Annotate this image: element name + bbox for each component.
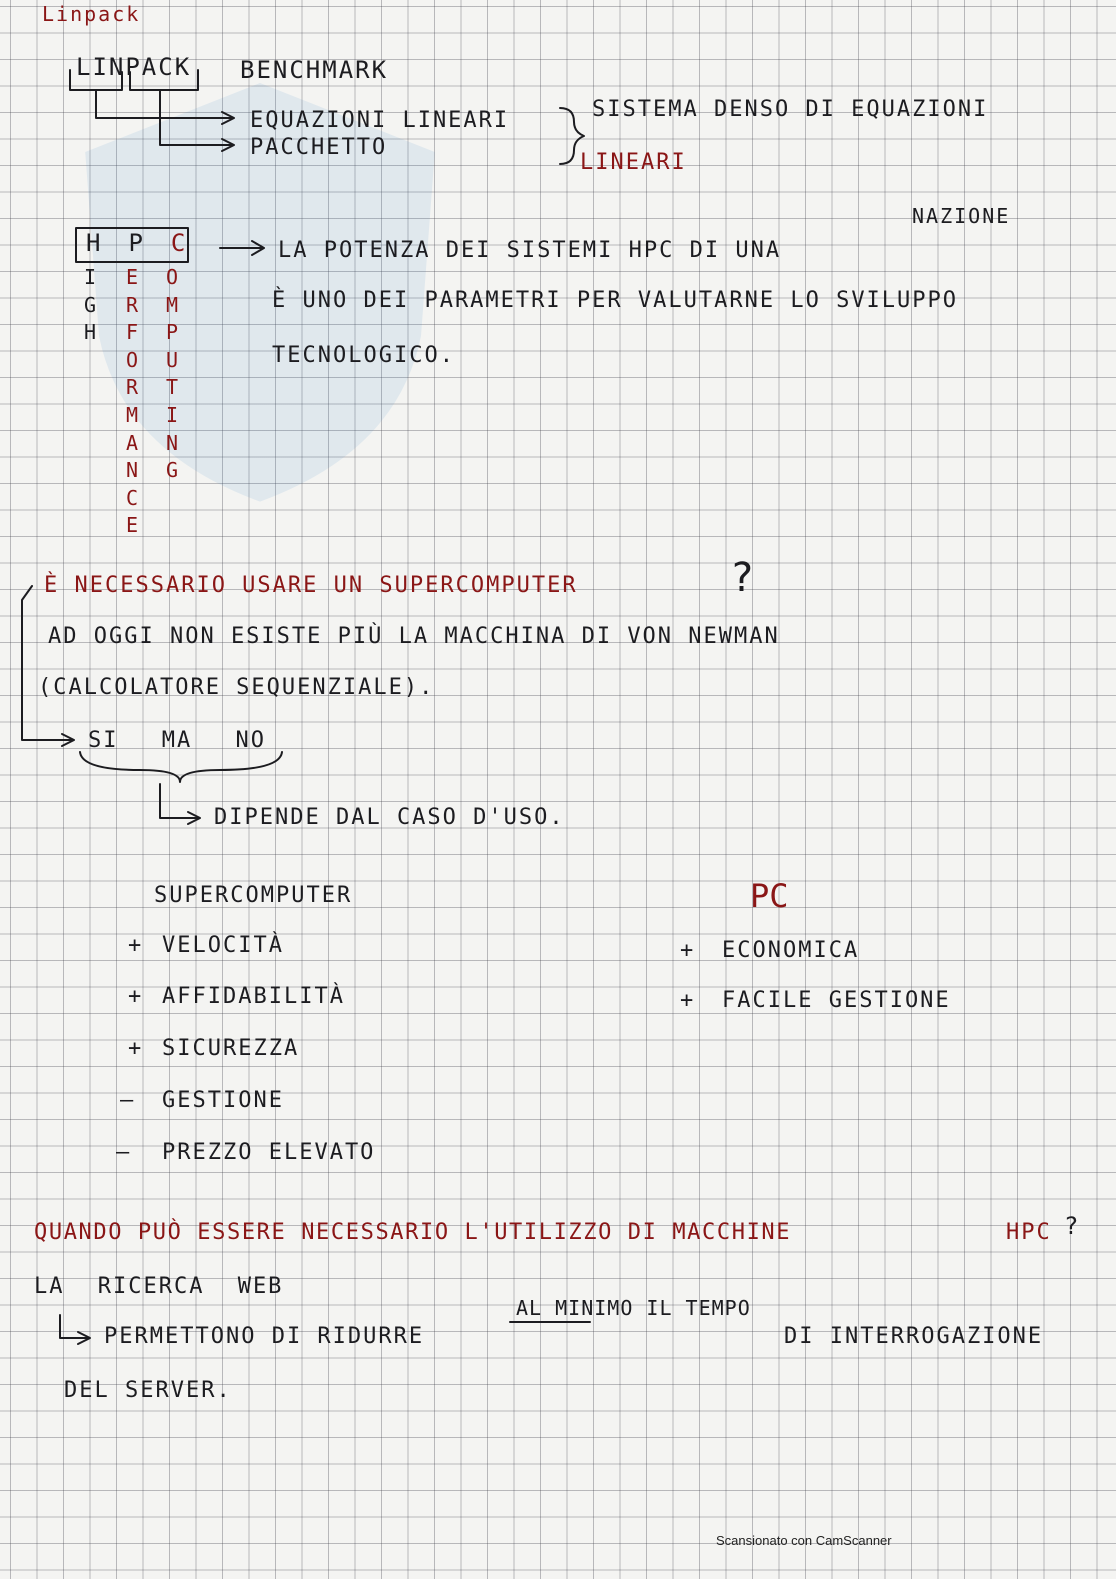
hpc-usage-line-1: LA RICERCA WEB [34, 1274, 284, 1299]
supercomputer-column-title: SUPERCOMPUTER [154, 883, 353, 908]
hpc-word-computing: O M P U T I N G [166, 265, 179, 483]
hpc-usage-insert: AL MINIMO IL TEMPO [516, 1296, 751, 1320]
supercomputer-line-2: (CALCOLATORE SEQUENZIALE). [38, 675, 435, 700]
linpack-note-line-1: SISTEMA DENSO DI EQUAZIONI [592, 97, 989, 122]
supercomputer-question: È NECESSARIO USARE UN SUPERCOMPUTER [44, 573, 578, 598]
hpc-acronym [86, 231, 185, 255]
linpack-branch-pacchetto: PACCHETTO [250, 135, 388, 160]
linpack-note-line-2: LINEARI [580, 150, 687, 175]
supercomputer-answer: SI MA NO [88, 728, 266, 753]
supercomputer-question-mark: ? [730, 555, 757, 601]
hpc-word-performance: E R F O R M A N C E [126, 265, 139, 538]
linpack-subtitle: BENCHMARK [240, 56, 389, 84]
hpc-line-3: TECNOLOGICO. [272, 343, 455, 368]
hpc-usage-line-2-start: PERMETTONO DI RIDURRE [104, 1324, 425, 1349]
hpc-letter-h: H [86, 229, 101, 257]
page-header-label: Linpack [42, 2, 141, 26]
hpc-usage-question-hpc: HPC [1006, 1220, 1052, 1245]
supercomputer-line-1: AD OGGI NON ESISTE PIÙ LA MACCHINA DI VON NEWMAN [48, 624, 780, 649]
linpack-branch-equazioni: EQUAZIONI LINEARI [250, 108, 510, 133]
linpack-title: LINPACK [76, 53, 192, 81]
hpc-usage-line-3: DEL SERVER. [64, 1378, 232, 1403]
supercomputer-depends: DIPENDE DAL CASO D'USO. [214, 805, 565, 830]
hpc-line-2: È UNO DEI PARAMETRI PER VALUTARNE LO SVILUPPO [272, 288, 959, 313]
pc-column-title: PC [750, 877, 789, 915]
hpc-usage-line-2-end: DI INTERROGAZIONE [784, 1324, 1044, 1349]
hpc-letter-c: C [170, 229, 186, 257]
notebook-page: Linpack LINPACK BENCHMARK EQUAZIONI LINEARI PACCHETTO SISTEMA DENSO DI EQUAZIONI LINEARI H P C I G H E R F O R M A N C E O M P U T I N G NAZIONE LA POTENZA DEI SISTEMI HPC DI UNA È UNO DEI PARAMETRI PER VALUTARNE LO SVILUPPO TECNOLOGICO. È NECESSARIO USARE UN SUPERCOMPUTER ? AD OGGI NON ESISTE PIÙ LA MACCHINA DI VON NEWMAN (CALCOLATORE SEQUENZIALE). SI MA NO DIPENDE DAL CASO D'USO. SUPERCOMPUTER PC + VELOCITÀ + AFFIDABILITÀ + SICUREZZA — GESTIONE — PREZZO ELEVATO + ECONOMICA + FACILE GESTIONE QUANDO PUÒ ESSERE NECESSARIO L'UTILIZZO DI MACCHINE HPC ? LA RICERCA WEB AL MINIMO IL TEMPO PERMETTONO DI RIDURRE DI INTERROGAZIONE DEL SERVER. Scansionato con CamScanner [0, 0, 1116, 1579]
hpc-usage-question-mark: ? [1064, 1212, 1081, 1240]
hpc-letter-p: P [128, 229, 143, 257]
hpc-line-1: LA POTENZA DEI SISTEMI HPC DI UNA [278, 238, 782, 263]
hpc-word-high: I G H [84, 265, 97, 345]
hpc-usage-question: QUANDO PUÒ ESSERE NECESSARIO L'UTILIZZO DI MACCHINE [34, 1220, 792, 1245]
hpc-insert-word: NAZIONE [912, 204, 1011, 228]
scanner-footer: Scansionato con CamScanner [716, 1533, 892, 1548]
